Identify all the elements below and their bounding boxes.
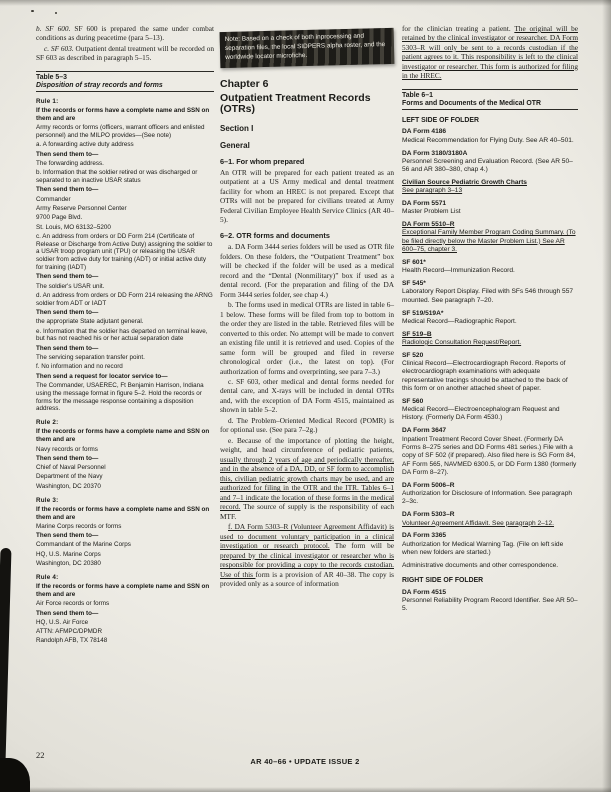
stray-records-table-line: Navy records or forms (36, 445, 98, 453)
paragraph-sf600 (36, 24, 214, 43)
scan-artifact-speck (55, 12, 57, 14)
stray-records-table-line: Department of the Navy (36, 473, 103, 481)
form-entry-title: SF 545* (402, 280, 426, 288)
form-entry-title: DA Form 4186 (402, 128, 447, 136)
stray-records-table-line: Marine Corps records or forms (36, 522, 122, 530)
paragraph-6-2e-part1: e. Because of the importance of plotting the height, weight, and head circumference of pediatric patients, (220, 435, 394, 455)
stray-records-table-line: e. Information that the soldier has departed on terminal leave, but has not reached his or her actual separation date (36, 327, 208, 343)
stray-records-table-line: Commandant of the Marine Corps (36, 541, 131, 549)
page-footer: AR 40–66 • UPDATE ISSUE 2 (250, 757, 360, 766)
stray-records-table-line: ATTN: AFMPC/DPMDR (36, 628, 103, 636)
paragraph-6-2f-part4: form is a provision of AR 40–38. The copy is provided only as a source of information (220, 569, 394, 589)
table-5-3-title: Table 5–3 (36, 73, 67, 81)
stray-records-table-line: f. No information and no record (36, 363, 123, 371)
stray-records-table-line: Randolph AFB, TX 78148 (36, 637, 108, 645)
form-entry (402, 398, 578, 423)
stray-records-table-line: The soldier's USAR unit. (36, 282, 105, 290)
scan-artifact-top-edge (0, 0, 611, 6)
stray-records-table-line: Rule 1: (36, 97, 59, 105)
form-entry-title: Civilian Source Pediatric Growth Charts (402, 178, 527, 186)
form-entry (402, 427, 578, 477)
form-entry-description: Medical Recommendation for Flying Duty. See AR 40–501. (402, 136, 574, 144)
paragraph-sf603 (36, 44, 214, 63)
form-entry-title: SF 519–B (402, 330, 432, 338)
paragraph-sf600-text: SF 600 is prepared the same under combat conditions as during peacetime (para 5–13). (36, 24, 214, 43)
continuation-underlined: The original will be retained by the clinical investigator or researcher. DA Form 5303–R will only be sent to a records custodian if the patient agrees to it. This responsibility is left to the clinical investigator or researcher. This form is authorized for filing in the HREC. (402, 24, 578, 81)
form-entry (402, 310, 578, 327)
stray-records-table-line: Air Force records or forms (36, 600, 110, 608)
table-5-3-header (36, 71, 214, 92)
form-entry-description: Exceptional Family Member Program Coding Summary. (To be filed directly below the Master Problem List.) See AR 600–75, chapter 3. (402, 229, 576, 254)
form-entry-description: Master Problem List (402, 208, 461, 216)
stray-records-table-line: a. A forwarding active duty address (36, 141, 134, 149)
form-entry (402, 280, 578, 305)
form-entry-title: SF 601* (402, 258, 426, 266)
form-entry (402, 128, 578, 145)
form-entry-description: Inpatient Treatment Record Cover Sheet. (Formerly DA Forms 8–275 series and DD Forms 481 series.) File with a copy of SF 502 (if prepared). Also filed here is SG Form 84, AF Form 565, NAVMED 6300.5, or DD Form 1380 (formerly DA Form 8–27). (402, 435, 577, 476)
stray-records-table-line: d. An address from orders or DD Form 214 releasing the ARNG soldier from ADT or IADT (36, 291, 213, 307)
stray-records-table-line: Washington, DC 20380 (36, 560, 101, 568)
paragraph-6-2e-part3: The source of supply is the responsibility of each MTF. (220, 502, 394, 521)
photocopied-note: Note: Based on a check of both inprocessing and separation files, the local SIDPERS alpha roster, and the worldwide locator microfiche. (220, 28, 395, 68)
stray-records-table-line: Then send a request for locator service to— (36, 372, 168, 380)
form-entry-title: DA Form 5510–R (402, 221, 455, 229)
form-entry (402, 511, 578, 528)
paragraph-6-2b: b. The forms used in medical OTRs are listed in table 6–1 below. These forms will be filed from top to bottom in the order they are listed in the table. Retrieved files will be converted to this order. No attempt will be made to convert an existing file until it is retrieved and used. Copies of the same form will be grouped and filed in reverse chronological order (i.e., the latest on top). (For authorization of forms and overprinting, see para 7–3.) (220, 300, 394, 376)
stray-records-table-line: Washington, DC 20370 (36, 482, 101, 490)
stray-records-table-line: the appropriate State adjutant general. (36, 318, 144, 326)
table-6-1-header (402, 89, 578, 110)
form-entry-description: Laboratory Report Display. Filed with SFs 546 through 557 mounted. See paragraph 7–20. (402, 288, 574, 304)
table-5-3-subtitle: Disposition of stray records and forms (36, 81, 214, 92)
stray-records-table-line: c. An address from orders or DD Form 214 (Certificate of Release or Discharge from Active Duty) assigning the soldier to a USAR troop program unit (TPU) or releasing the USAR soldier from active duty for training (ADT) or initial active duty for training (IADT) (36, 232, 213, 272)
stray-records-table-line: If the records or forms have a complete name and SSN on them and are (36, 505, 210, 521)
stray-records-table-line: Rule 2: (36, 419, 59, 427)
section-title: General (220, 141, 250, 151)
form-entry-description: Clinical Record—Electrocardiograph Record. Reports of electrocardiograph examinations with adequate representative tracings should be attached to the back of this form or on another attached sheet of paper. (402, 359, 568, 392)
stray-records-table-line: Commander (36, 195, 71, 203)
form-entry-description: Personnel Screening and Evaluation Record. (See AR 50–56 and AR 380–380, chap 4.) (402, 157, 573, 174)
stray-records-table-line: Rule 3: (36, 496, 59, 504)
form-entry (402, 331, 578, 348)
form-entry-description: Medical Record—Radiographic Report. (402, 317, 517, 325)
form-entry (402, 179, 578, 196)
form-entry-title: DA Form 3647 (402, 427, 447, 435)
form-entry-title: DA Form 3365 (402, 532, 447, 540)
form-entry-title: DA Form 5006–R (402, 481, 455, 489)
table-6-1-subtitle: Forms and Documents of the Medical OTR (402, 99, 578, 110)
form-entry-title: SF 560 (402, 397, 424, 405)
stray-records-table-line: The forwarding address. (36, 160, 104, 168)
form-entry-title: DA Form 5571 (402, 200, 447, 208)
stray-records-table-line: HQ, U.S. Marine Corps (36, 550, 101, 558)
stray-records-table-line: If the records or forms have a complete name and SSN on them and are (36, 583, 210, 598)
chapter-title: Outpatient Treatment Records (OTRs) (220, 91, 371, 116)
scan-artifact-left-streak (0, 548, 11, 792)
scan-artifact-corner-blotch (0, 758, 30, 792)
stray-records-table-line: HQ, U.S. Air Force (36, 618, 89, 626)
heading-6-1: 6–1. For whom prepared (220, 156, 305, 166)
paragraph-6-2f-part2: The form will be (329, 541, 394, 551)
form-entry-description: Radiologic Consultation Request/Report. (402, 338, 522, 346)
heading-6-2: 6–2. OTR forms and documents (220, 230, 330, 240)
paragraph-sf600-lead: b. SF 600. (36, 24, 71, 33)
scan-artifact-right-edge (602, 0, 611, 792)
paragraph-6-2f-underlined2: prepared by the clinical investigator or researcher who is responsible for providing a copy to the records custodian. Use of this (220, 550, 394, 579)
right-column (402, 24, 578, 614)
form-entry (402, 482, 578, 507)
stray-records-table-line: Army records or forms (officers, warrant officers and enlisted personnel) and the MILPO provides—(See note) (36, 124, 205, 140)
right-side-of-folder-label: RIGHT SIDE OF FOLDER (402, 577, 484, 585)
scan-artifact-bottom-edge (0, 787, 611, 792)
form-entry-description: Medical Record—Electroencephalogram Request and History. (Formerly DA Form 4530.) (402, 406, 560, 422)
form-entry-description: See paragraph 3–13 (402, 187, 463, 195)
table-6-1-entries (402, 128, 578, 570)
paragraph-6-2f (220, 522, 394, 588)
table-5-3-body (36, 98, 214, 645)
continuation-paragraph (402, 24, 578, 81)
chapter-heading: Chapter 6 (220, 77, 269, 90)
continuation-part1: for the clinician treating a patient. (402, 24, 515, 33)
form-entry-title: DA Form 3180/3180A (402, 149, 468, 157)
stray-records-table-line: b. Information that the soldier retired or was discharged or separated to an inactive USAR status (36, 169, 198, 185)
form-entry (402, 200, 578, 217)
form-entry (402, 532, 578, 557)
left-side-of-folder-label: LEFT SIDE OF FOLDER (402, 116, 479, 124)
paragraph-sf603-text: Outpatient dental treatment will be recorded on SF 603 as described in paragraph 5–15. (36, 43, 215, 63)
stray-records-table-line: If the records or forms have a complete name and SSN on them and are (36, 107, 210, 123)
section-heading: Section I (220, 124, 254, 134)
stray-records-table-line: Then send them to— (36, 609, 99, 617)
paragraph-6-1: An OTR will be prepared for each patient treated as an outpatient at a US Army medical and dental treatment facility for whom an HREC is not prepared. Except that OTRs will not be prepared for civilians treated at Army Federal Civilian Employee Health Service Clinics (AR 40–5). (220, 167, 394, 225)
form-entry-description: Personnel Reliability Program Record Identifier. See AR 50–5. (402, 596, 578, 613)
form-entry-title: DA Form 5303–R (402, 511, 455, 519)
form-entry-description: Volunteer Agreement Affidavit. See paragraph 2–12. (402, 519, 555, 527)
paragraph-6-2d: d. The Problem–Oriented Medical Record (POMR) is for optional use. (See para 7–2g.) (220, 415, 394, 435)
paragraph-6-2f-underlined1: f. DA Form 5303–R (Volunteer Agreement Affidavit) is used to document voluntary participation in a clinical investigation or research protocol. (220, 522, 394, 551)
stray-records-table-line: If the records or forms have a complete name and SSN on them and are (36, 428, 210, 444)
page-number: 22 (36, 750, 45, 760)
stray-records-table-line: Then send them to— (36, 344, 99, 352)
middle-column (220, 30, 394, 590)
form-entry-description: Health Record—Immunization Record. (402, 267, 515, 275)
form-entry (402, 562, 578, 570)
paragraph-6-2e (220, 436, 394, 521)
paragraph-6-2c: c. SF 603, other medical and dental forms needed for dental care, and X-rays will be included in dental OTRs and, with the exception of DA Form 4515, maintained as shown in table 5–2. (220, 377, 394, 415)
form-entry-title: SF 519/519A* (402, 309, 444, 317)
stray-records-table-line: Then send them to— (36, 150, 99, 158)
left-column (36, 24, 214, 647)
stray-records-table-line: St. Louis, MO 63132–5200 (36, 223, 111, 231)
form-entry-title: DA Form 4515 (402, 588, 447, 596)
stray-records-table-line: Army Reserve Personnel Center (36, 205, 127, 212)
stray-records-table-line: Then send them to— (36, 454, 99, 462)
stray-records-table-line: Then send them to— (36, 273, 99, 281)
form-entry-description: Administrative documents and other correspondence. (402, 561, 559, 569)
stray-records-table-line: Then send them to— (36, 532, 99, 540)
paragraph-6-2a: a. DA Form 3444 series folders will be used as OTR file folders. On these folders, the “Outpatient Treatment” box will be checked if the folder will be used as a medical record and the “Dental (Nonmilitary)” box if used as a dental record. (For the preparation and filing of the DA Form 3444 series folder, see chap 4.) (220, 242, 394, 299)
stray-records-table-line: Then send them to— (36, 186, 99, 194)
form-entry (402, 150, 578, 175)
form-entry (402, 259, 578, 276)
form-entry (402, 589, 578, 614)
paragraph-sf603-lead: c. SF 603. (44, 43, 74, 53)
stray-records-table-line: The Commander, USAEREC, Ft Benjamin Harrison, Indiana using the message format in figure 5–2. Hold the records or forms for the message response containing a disposition address. (36, 381, 204, 413)
stray-records-table-line: 9700 Page Blvd. (36, 214, 83, 222)
form-entry (402, 221, 578, 254)
paragraph-6-2e-underlined: usually through 2 years of age and periodically thereafter, and in the absence of a DA, DD, or SF form to accomplish this, civilian pediatric growth charts may be used, and are authorized for filing in the OTR and the ITR. Tables 6–1 and 7–1 indicate the location of these forms in the medical record. (220, 454, 394, 512)
stray-records-table-line: The servicing separation transfer point. (36, 354, 145, 362)
form-entry-title: SF 520 (402, 351, 424, 359)
stray-records-table-line: Chief of Naval Personnel (36, 464, 106, 472)
stray-records-table-line: Rule 4: (36, 573, 59, 581)
form-entry-description: Authorization for Medical Warning Tag. (File on left side when new folders are started.) (402, 540, 564, 556)
table-6-1-title: Table 6–1 (402, 91, 433, 99)
form-entry (402, 352, 578, 394)
scan-artifact-speck (31, 10, 34, 12)
form-entry-description: Authorization for Disclosure of Information. See paragraph 2–3c. (402, 490, 573, 506)
stray-records-table-line: Then send them to— (36, 309, 99, 317)
